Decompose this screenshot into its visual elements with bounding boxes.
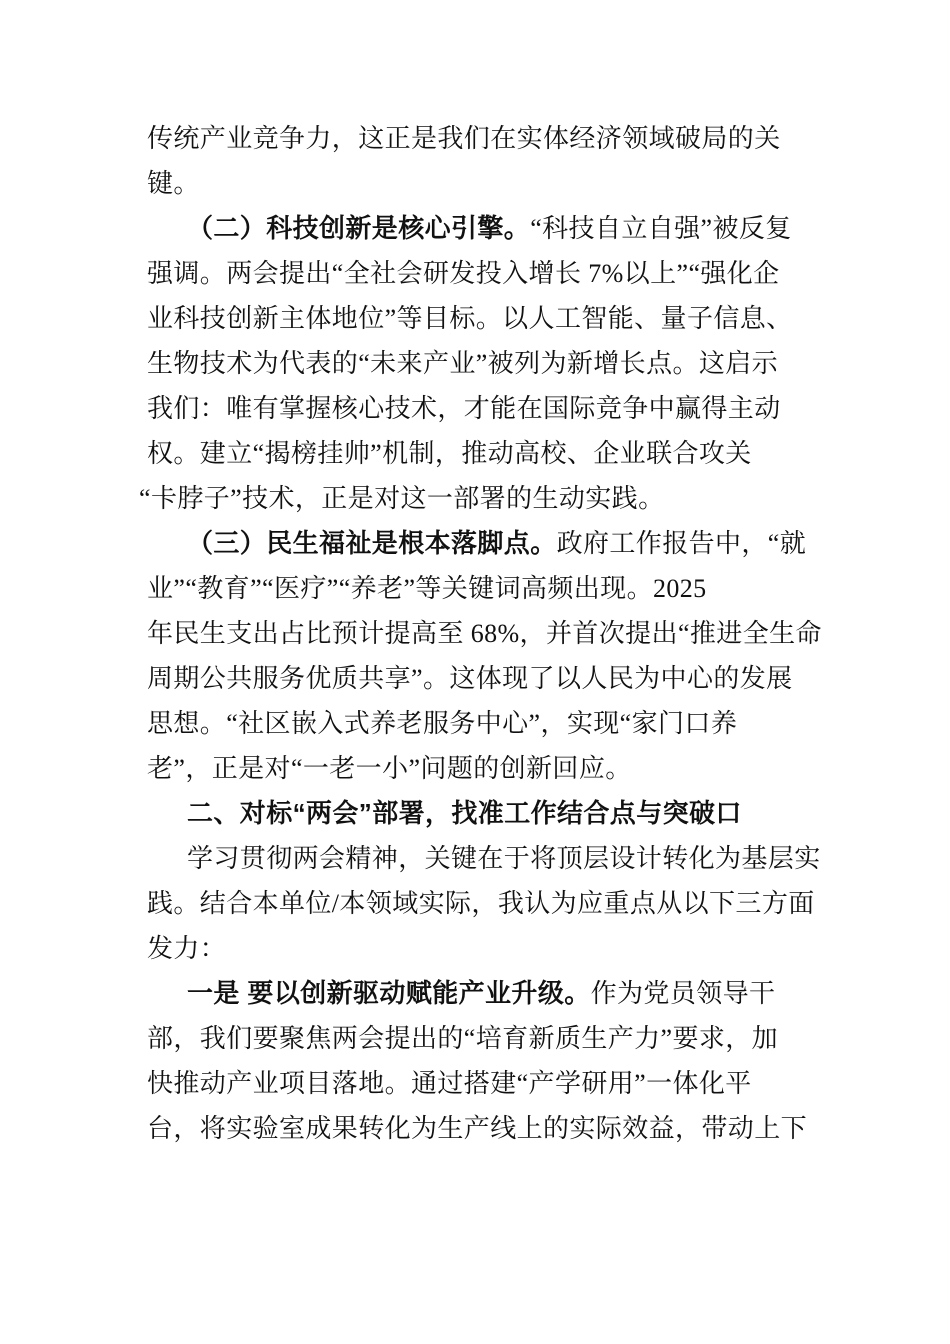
text-line xyxy=(147,386,827,431)
line-text: 业”“教育”“医疗”“养老”等关键词高频出现。2025 xyxy=(147,574,707,603)
line-text: 践。结合本单位/本领域实际，我认为应重点从以下三方面 xyxy=(147,889,815,918)
bold-lead: 一是 要以创新驱动赋能产业升级。 xyxy=(187,978,591,1008)
line-text: 我们：唯有掌握核心技术，才能在国际竞争中赢得主动 xyxy=(147,394,781,423)
text-line xyxy=(139,476,827,521)
text-line xyxy=(147,656,827,701)
text-line xyxy=(147,161,827,206)
document-body xyxy=(139,116,827,1151)
line-text: 生物技术为代表的“未来产业”被列为新增长点。这启示 xyxy=(147,349,779,378)
text-line xyxy=(147,1106,827,1151)
line-text: 思想。“社区嵌入式养老服务中心”，实现“家门口养 xyxy=(147,709,738,738)
line-text: 权。建立“揭榜挂帅”机制，推动高校、企业联合攻关 xyxy=(147,439,752,468)
text-line xyxy=(147,971,827,1016)
text-line xyxy=(147,881,827,926)
line-text: “卡脖子”技术，正是对这一部署的生动实践。 xyxy=(139,484,665,513)
text-line xyxy=(147,566,827,611)
line-text: 政府工作报告中，“就 xyxy=(556,529,807,558)
line-text: 快推动产业项目落地。通过搭建“产学研用”一体化平 xyxy=(147,1069,752,1098)
bold-lead: （二）科技创新是核心引擎。 xyxy=(187,213,531,243)
text-line xyxy=(147,251,827,296)
line-text: 发力： xyxy=(147,934,227,963)
text-line xyxy=(147,521,827,566)
section-heading xyxy=(147,791,827,836)
text-line xyxy=(147,1016,827,1061)
line-text: 业科技创新主体地位”等目标。以人工智能、量子信息、 xyxy=(147,304,793,333)
text-line xyxy=(147,431,827,476)
line-text: 老”，正是对“一老一小”问题的创新回应。 xyxy=(147,754,632,783)
text-line xyxy=(147,611,827,656)
text-line xyxy=(147,701,827,746)
line-text: 部，我们要聚焦两会提出的“培育新质生产力”要求，加 xyxy=(147,1024,779,1053)
line-text: 键。 xyxy=(147,169,200,198)
line-text: 强调。两会提出“全社会研发投入增长 7%以上”“强化企 xyxy=(147,259,780,288)
text-line xyxy=(147,116,827,161)
line-text: “科技自立自强”被反复 xyxy=(530,214,792,243)
text-line xyxy=(147,296,827,341)
text-line xyxy=(147,341,827,386)
text-line xyxy=(147,926,827,971)
text-line xyxy=(147,206,827,251)
line-text: 传统产业竞争力，这正是我们在实体经济领域破局的关 xyxy=(147,124,781,153)
bold-lead: （三）民生福祉是根本落脚点。 xyxy=(187,528,557,558)
text-line xyxy=(147,836,827,881)
heading-text: 二、对标“两会”部署，找准工作结合点与突破口 xyxy=(187,798,742,828)
line-text: 学习贯彻两会精神，关键在于将顶层设计转化为基层实 xyxy=(187,844,821,873)
text-line xyxy=(147,746,827,791)
text-line xyxy=(147,1061,827,1106)
line-text: 台，将实验室成果转化为生产线上的实际效益，带动上下 xyxy=(147,1114,808,1143)
line-text: 周期公共服务优质共享”。这体现了以人民为中心的发展 xyxy=(147,664,793,693)
line-text: 作为党员领导干 xyxy=(590,979,776,1008)
line-text: 年民生支出占比预计提高至 68%，并首次提出“推进全生命 xyxy=(147,619,822,648)
